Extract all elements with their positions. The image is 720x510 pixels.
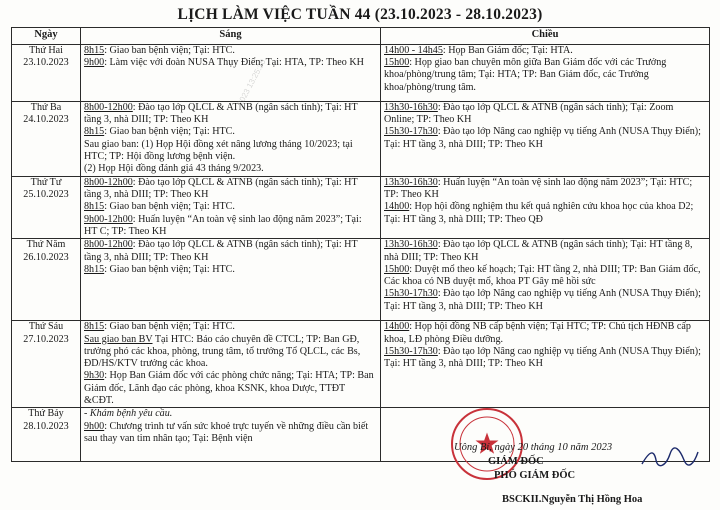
entry-text: : Giao ban bệnh viện; Tại: HTC.	[104, 263, 235, 275]
day-name: Thứ Tư	[30, 176, 62, 188]
schedule-entry	[384, 177, 706, 202]
afternoon-cell	[381, 101, 710, 176]
morning-cell	[81, 408, 381, 462]
table-header-row	[12, 28, 710, 45]
entry-time: 14h00 - 14h45	[384, 44, 443, 56]
timestamp-watermark: 2023 13:25:30	[235, 57, 268, 108]
entry-text: : Duyệt mổ theo kế hoạch; Tại: HT tầng 2, nhà DIII; TP: Ban Giám đốc, Các khoa có NB duyệt mổ, khoa PT Gây mê hồi sức	[384, 263, 701, 288]
day-cell	[12, 176, 81, 239]
signature-role-director: GIÁM ĐỐC	[488, 456, 544, 467]
morning-cell	[81, 176, 381, 239]
day-cell	[12, 44, 81, 101]
table-row	[12, 408, 710, 462]
entry-time: 8h15	[84, 126, 105, 138]
table-row	[12, 321, 710, 408]
entry-text: : Huấn luyện “An toàn vệ sinh lao động năm 2023”; Tại: HT C; TP: Theo KH	[84, 213, 362, 237]
entry-text: : Đào tạo lớp Nâng cao nghiệp vụ tiếng Anh (NUSA Thụy Điển); Tại: HT tầng 3, nhà DIII; TP: Theo KH	[384, 345, 701, 370]
day-name: Thứ Sáu	[28, 321, 64, 333]
schedule-entry	[84, 102, 377, 127]
entry-time: Sau giao ban BV	[84, 333, 153, 345]
entry-text: : Huấn luyện “An toàn vệ sinh lao động năm 2023”; Tại: HTC; TP: Theo KH	[384, 176, 693, 200]
entry-time: 13h30-16h30	[384, 101, 438, 113]
day-name: Thứ Bảy	[28, 408, 64, 420]
afternoon-cell	[381, 239, 710, 321]
entry-text: : Đào tạo lớp QLCL & ATNB (ngân sách tỉnh); Tại: Zoom Online; TP: Theo KH	[384, 101, 674, 126]
schedule-entry	[384, 102, 706, 127]
morning-cell	[81, 239, 381, 321]
schedule-entry	[384, 201, 706, 226]
table-row	[12, 176, 710, 239]
entry-time: 8h00-12h00	[84, 176, 133, 188]
day-name: Thứ Hai	[29, 44, 63, 56]
entry-time: 8h15	[84, 201, 105, 213]
table-row	[12, 239, 710, 321]
entry-text: (2) Họp Hội đồng đánh giá 43 tháng 9/2023.	[84, 163, 264, 175]
entry-text: : Đào tạo lớp QLCL & ATNB (ngân sách tỉnh); Tại: HT tầng 8, nhà DIII; TP: Theo KH	[384, 239, 693, 263]
schedule-entry	[84, 45, 377, 57]
schedule-entry	[84, 239, 377, 264]
afternoon-cell	[381, 44, 710, 101]
page-title: LỊCH LÀM VIỆC TUẦN 44 (23.10.2023 - 28.10.2023)	[177, 6, 543, 23]
entry-time: 9h30	[84, 370, 105, 382]
schedule-entry	[84, 126, 377, 138]
entry-text: : Đào tạo lớp QLCL & ATNB (ngân sách tỉnh); Tại: HT tầng 3, nhà DIII; TP: Theo KH	[84, 176, 358, 200]
entry-text: : Họp hội đồng nghiệm thu kết quả nghiên cứu khoa học của khoa D2; Tại: HT tầng 3, nhà DIII; TP: Theo QĐ	[384, 201, 694, 225]
schedule-entry	[84, 370, 377, 407]
entry-text: : Giao ban bệnh viện; Tại: HTC.	[104, 126, 235, 138]
entry-time: 9h00	[84, 420, 105, 432]
entry-time: 8h00-12h00	[84, 239, 133, 251]
day-name: Thứ Ba	[30, 101, 62, 113]
entry-time: 9h00-12h00	[84, 213, 133, 225]
schedule-entry	[84, 421, 377, 446]
entry-time: 15h00	[384, 263, 410, 275]
entry-time: 15h30-17h30	[384, 345, 438, 357]
signature-name: BSCKII.Nguyễn Thị Hồng Hoa	[502, 494, 643, 505]
schedule-entry	[84, 57, 377, 69]
entry-time: 8h00-12h00	[84, 101, 133, 113]
schedule-entry	[384, 126, 706, 151]
header-morning: Sáng	[81, 28, 381, 45]
day-date: 28.10.2023	[23, 421, 69, 433]
day-date: 23.10.2023	[23, 57, 69, 69]
signature-role-deputy: PHÓ GIÁM ĐỐC	[494, 470, 576, 481]
schedule-entry	[84, 214, 377, 239]
day-date: 27.10.2023	[23, 333, 69, 345]
schedule-entry	[384, 346, 706, 371]
afternoon-cell	[381, 176, 710, 239]
entry-time: 15h30-17h30	[384, 126, 438, 138]
entry-text: : Làm việc với đoàn NUSA Thụy Điển; Tại: HTA, TP: Theo KH	[104, 57, 364, 69]
schedule-entry	[84, 163, 377, 175]
schedule-entry	[84, 321, 377, 333]
entry-time: 8h15	[84, 321, 105, 333]
entry-text: : Đào tạo lớp QLCL & ATNB (ngân sách tỉnh); Tại: HT tầng 3, nhà DIII; TP: Theo KH	[84, 101, 358, 126]
entry-time: 15h00	[384, 57, 410, 69]
schedule-entry	[384, 239, 706, 264]
entry-time: 8h15	[84, 44, 105, 56]
day-date: 24.10.2023	[23, 114, 69, 126]
day-date: 26.10.2023	[23, 251, 69, 263]
entry-time: 13h30-16h30	[384, 176, 438, 188]
entry-text: - Khám bệnh yêu cầu.	[84, 408, 173, 420]
entry-time: 14h00	[384, 321, 410, 333]
entry-text: : Chương trình tư vấn sức khoẻ trực tuyến về những điều cần biết sau thay van tim nhân tạo; Tại: Bệnh viện	[84, 420, 369, 445]
day-cell	[12, 408, 81, 462]
header-day: Ngày	[12, 28, 81, 45]
entry-text: : Giao ban bệnh viện; Tại: HTC.	[104, 201, 235, 213]
entry-text: : Đào tạo lớp Nâng cao nghiệp vụ tiếng Anh (NUSA Thụy Điển); Tại: HT tầng 3, nhà DIII; TP: Theo KH	[384, 288, 701, 312]
entry-text: : Giao ban bệnh viện; Tại: HTC.	[104, 321, 235, 333]
entry-time: 9h00	[84, 57, 105, 69]
entry-text: : Giao ban bệnh viện; Tại: HTC.	[104, 44, 235, 56]
morning-cell	[81, 321, 381, 408]
schedule-entry	[84, 264, 377, 276]
schedule-entry	[84, 139, 377, 164]
schedule-entry	[384, 57, 706, 94]
schedule-entry	[84, 201, 377, 213]
table-row	[12, 101, 710, 176]
entry-time: 8h15	[84, 263, 105, 275]
day-cell	[12, 101, 81, 176]
entry-time: 14h00	[384, 201, 410, 213]
day-date: 25.10.2023	[23, 189, 69, 201]
table-row	[12, 44, 710, 101]
entry-time: 15h30-17h30	[384, 288, 438, 300]
entry-time: 13h30-16h30	[384, 239, 438, 251]
entry-text: : Đào tạo lớp QLCL & ATNB (ngân sách tỉnh); Tại: HT tầng 3, nhà DIII; TP: Theo KH	[84, 239, 358, 263]
signature-date: Uông Bí, ngày 20 tháng 10 năm 2023	[454, 442, 613, 453]
entry-text: Tại HTC: Báo cáo chuyên đề CTCL; TP: Ban GĐ, trưởng phó các khoa, phòng, trung tâm, tổ trưởng Tổ QLCL, các Bs, ĐD/HS/KTV trưởng các khoa.	[84, 333, 361, 370]
schedule-entry	[84, 334, 377, 371]
schedule-entry	[384, 264, 706, 289]
entry-text: : Đào tạo lớp Nâng cao nghiệp vụ tiếng Anh (NUSA Thụy Điển); Tại: HT tầng 3, nhà DIII; TP: Theo KH	[384, 126, 701, 150]
entry-text: : Họp hội đồng NB cấp bệnh viện; Tại HTC; TP: Chủ tịch HĐNB cấp khoa, LĐ phòng Điều dưỡng.	[384, 321, 691, 345]
schedule-entry	[84, 177, 377, 202]
day-cell	[12, 321, 81, 408]
entry-text: : Họp giao ban chuyên môn giữa Ban Giám đốc với các Trưởng khoa/phòng/trung tâm; Tại: HTA; TP: Ban Giám đốc, các Trưởng khoa/phòng/trung tâm.	[384, 57, 667, 93]
signature-scribble	[640, 446, 700, 470]
schedule-entry	[384, 321, 706, 346]
afternoon-cell	[381, 321, 710, 408]
header-afternoon: Chiều	[381, 28, 710, 45]
schedule-entry	[384, 45, 706, 57]
schedule-entry	[384, 288, 706, 313]
entry-text: : Họp Ban Giám đốc với các phòng chức năng; Tại: HTA; TP: Ban Giám đốc, Lãnh đạo các phòng, khoa KSNK, khoa Dược, TTĐT &CĐT.	[84, 370, 374, 407]
day-name: Thứ Năm	[26, 239, 66, 251]
morning-cell	[81, 101, 381, 176]
morning-cell	[81, 44, 381, 101]
day-cell	[12, 239, 81, 321]
entry-text: Sau giao ban: (1) Họp Hội đồng xét nâng lương tháng 10/2023; tại HTC; TP: Hội đồng lương bệnh viện.	[84, 138, 353, 163]
schedule-table	[11, 27, 710, 462]
entry-text: : Họp Ban Giám đốc; Tại: HTA.	[442, 44, 573, 56]
schedule-entry	[84, 408, 377, 420]
